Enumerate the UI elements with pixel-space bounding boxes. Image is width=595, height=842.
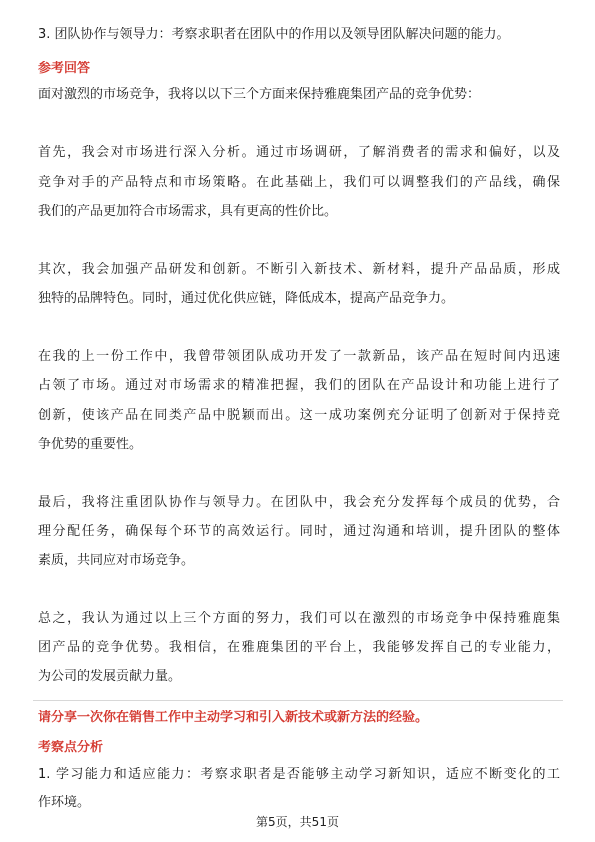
- answer-p1-line3: 我们的产品更加符合市场需求，具有更高的性价比。: [38, 204, 338, 219]
- answer-p3-line1: 在我的上一份工作中，我曾带领团队成功开发了一款新品，该产品在短时间内迅速: [38, 349, 560, 364]
- answer-p4-line2: 理分配任务，确保每个环节的高效运行。同时，通过沟通和培训，提升团队的整体: [38, 524, 560, 539]
- analysis-item-1-line1: 1. 学习能力和适应能力：考察求职者是否能够主动学习新知识，适应不断变化的工: [38, 767, 560, 782]
- answer-p5-line2: 团产品的竞争优势。我相信，在雅鹿集团的平台上，我能够发挥自己的专业能力，: [38, 640, 560, 655]
- next-question-heading: 请分享一次你在销售工作中主动学习和引入新技术或新方法的经验。: [38, 710, 429, 725]
- answer-p5-line3: 为公司的发展贡献力量。: [38, 669, 182, 684]
- answer-p4-line1: 最后，我将注重团队协作与领导力。在团队中，我会充分发挥每个成员的优势，合: [38, 495, 560, 510]
- answer-intro: 面对激烈的市场竞争，我将以以下三个方面来保持雅鹿集团产品的竞争优势：: [38, 87, 481, 102]
- answer-p3-line4: 争优势的重要性。: [38, 437, 143, 452]
- answer-p5-line1: 总之，我认为通过以上三个方面的努力，我们可以在激烈的市场竞争中保持雅鹿集: [38, 611, 560, 626]
- answer-p1-line1: 首先，我会对市场进行深入分析。通过市场调研，了解消费者的需求和偏好，以及: [38, 145, 560, 160]
- reference-answer-heading: 参考回答: [38, 61, 91, 76]
- answer-p2-line2: 独特的品牌特色。同时，通过优化供应链，降低成本，提高产品竞争力。: [38, 291, 455, 306]
- answer-p4-line3: 素质，共同应对市场竞争。: [38, 553, 195, 568]
- analysis-item-1-line2: 作环境。: [38, 795, 91, 810]
- page-number-footer: 第5页，共51页: [256, 815, 339, 829]
- answer-p3-line3: 创新，使该产品在同类产品中脱颖而出。这一成功案例充分证明了创新对于保持竞: [38, 408, 560, 423]
- answer-p2-line1: 其次，我会加强产品研发和创新。不断引入新技术、新材料，提升产品品质，形成: [38, 262, 560, 277]
- analysis-heading: 考察点分析: [38, 740, 104, 755]
- answer-p3-line2: 占领了市场。通过对市场需求的精准把握，我们的团队在产品设计和功能上进行了: [38, 378, 560, 393]
- answer-p1-line2: 竞争对手的产品特点和市场策略。在此基础上，我们可以调整我们的产品线，确保: [38, 175, 560, 190]
- question-3-text: 3. 团队协作与领导力：考察求职者在团队中的作用以及领导团队解决问题的能力。: [38, 27, 510, 42]
- section-divider: [33, 700, 563, 701]
